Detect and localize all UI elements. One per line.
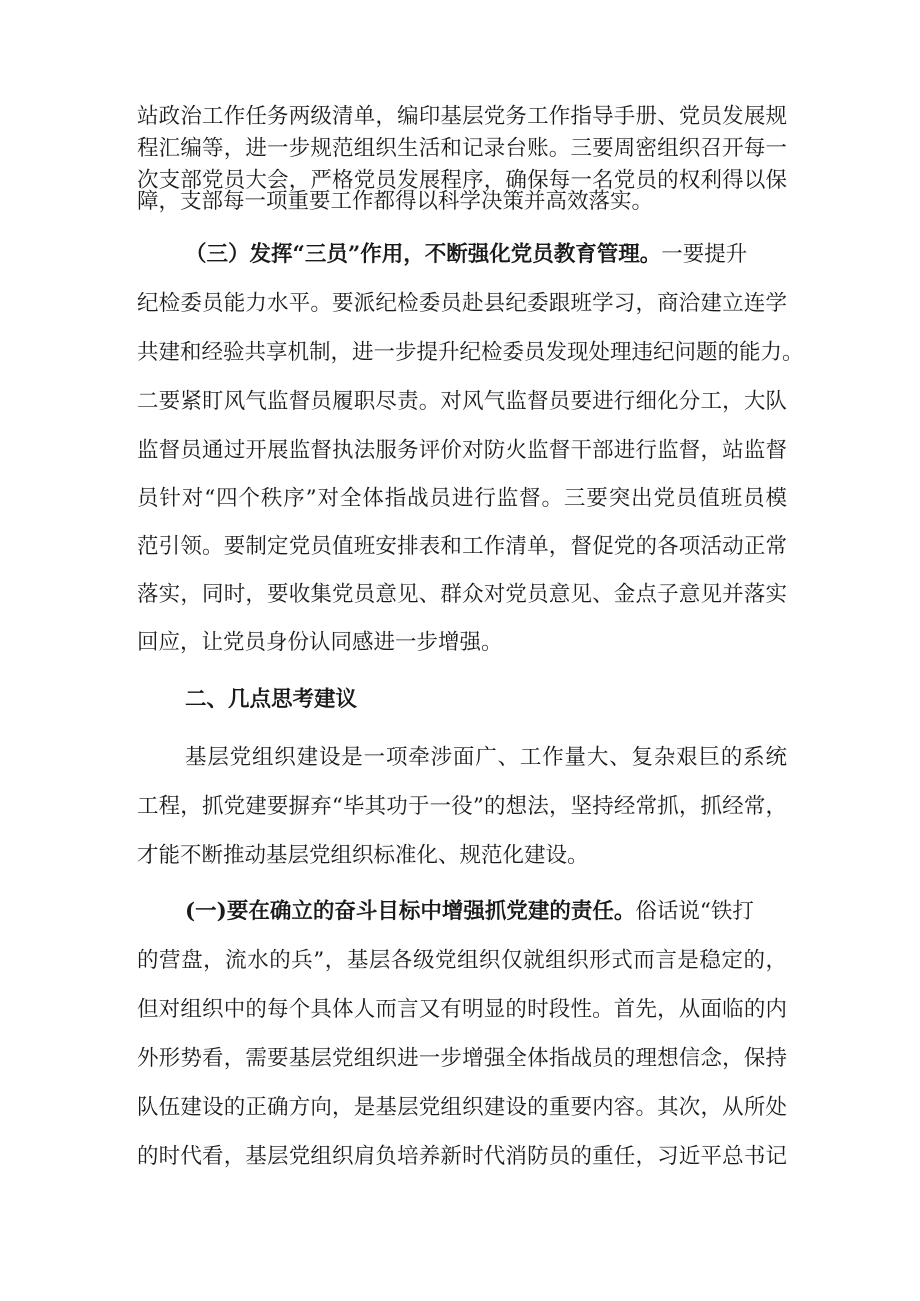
- text-line: 次支部党员大会，严格党员发展程序，确保每一名党员的权利得以保: [137, 168, 787, 193]
- section-heading-line: [185, 895, 787, 929]
- text-line: 的时代看，基层党组织肩负培养新时代消防员的重任，习近平总书记: [137, 1144, 787, 1169]
- section-heading-line: [185, 238, 787, 272]
- text-line: 队伍建设的正确方向，是基层党组织建设的重要内容。其次，从所处: [137, 1095, 787, 1120]
- text-line: 二要紧盯风气监督员履职尽责。对风气监督员要进行细化分工，大队: [137, 389, 787, 414]
- text-line: 员针对“四个秩序”对全体指战员进行监督。三要突出党员值班员模: [137, 486, 787, 511]
- text-line: 纪检委员能力水平。要派纪检委员赴县纪委跟班学习，商洽建立连学: [137, 291, 787, 316]
- text-line: 站政治工作任务两级清单，编印基层党务工作指导手册、党员发展规: [137, 104, 787, 129]
- section-heading: 二、几点思考建议: [185, 687, 358, 712]
- text-line: 障，支部每一项重要工作都得以科学决策并高效落实。: [137, 189, 654, 214]
- text-run: 俗话说“铁打: [635, 899, 754, 924]
- text-line: 外形势看，需要基层党组织进一步增强全体指战员的理想信念，保持: [137, 1046, 787, 1071]
- text-line: 的营盘，流水的兵”，基层各级党组织仅就组织形式而言是稳定的，: [137, 948, 787, 973]
- text-run: 一要提升: [661, 242, 748, 267]
- text-line: 回应，让党员身份认同感进一步增强。: [137, 630, 503, 655]
- text-line: 基层党组织建设是一项牵涉面广、工作量大、复杂艰巨的系统: [185, 745, 787, 770]
- section-heading: (一)要在确立的奋斗目标中增强抓党建的责任。: [185, 899, 636, 924]
- section-heading: （三）发挥“三员”作用，不断强化党员教育管理。: [185, 242, 662, 267]
- text-line: 范引领。要制定党员值班安排表和工作清单，督促党的各项活动正常: [137, 534, 787, 559]
- text-line: 程汇编等，进一步规范组织生活和记录台账。三要周密组织召开每一: [137, 136, 787, 161]
- text-line: 监督员通过开展监督执法服务评价对防火监督干部进行监督，站监督: [137, 438, 787, 463]
- text-line: 落实，同时，要收集党员意见、群众对党员意见、金点子意见并落实: [137, 582, 787, 607]
- text-line: 才能不断推动基层党组织标准化、规范化建设。: [137, 843, 589, 868]
- text-line: 共建和经验共享机制，进一步提升纪检委员发现处理违纪问题的能力。: [137, 340, 804, 365]
- text-line: 工程，抓党建要摒弃“毕其功于一役”的想法，坚持经常抓，抓经常，: [137, 794, 787, 819]
- text-line: 但对组织中的每个具体人而言又有明显的时段性。首先，从面临的内: [137, 997, 787, 1022]
